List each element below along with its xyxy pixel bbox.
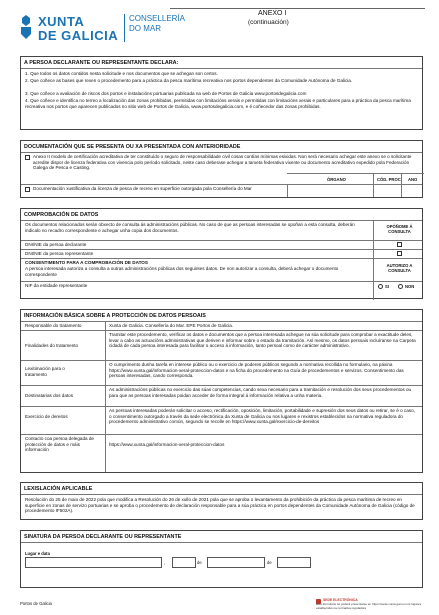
annex-title: ANEXO I xyxy=(258,10,287,17)
comprobacion-title-rule xyxy=(21,220,422,221)
consent-col-divider xyxy=(373,258,374,300)
comprobacion-section xyxy=(20,208,423,299)
de-label-2: de xyxy=(267,560,272,565)
sep-comma: , xyxy=(164,560,166,565)
doc-row-div-2 xyxy=(401,184,402,197)
footer-sede-text: Este formulario só poderá presentarse en https://sede.xunta.gal ou nos lugares establecidos na normativa reguladora xyxy=(316,602,422,610)
annex-subtitle: (continuación) xyxy=(248,19,289,26)
header-top-line xyxy=(170,8,425,9)
dept-divider xyxy=(124,14,125,42)
sinatura-title-rule xyxy=(21,542,422,543)
comp-row1-rule xyxy=(21,240,422,241)
prot-row-rule-2 xyxy=(21,360,422,361)
brand-line2: DE GALICIA xyxy=(38,28,119,43)
lugar-field[interactable] xyxy=(25,557,162,568)
month-field[interactable] xyxy=(207,557,265,568)
prot-text-5: https://www.xunta.gal/informacion-xeral-proteccion-datos xyxy=(109,442,225,447)
lexislacion-title: LEXISLACIÓN APLICABLE xyxy=(24,486,93,492)
prot-label-3: Destinatarias dos datos xyxy=(25,393,74,398)
prot-row-rule-1 xyxy=(21,330,422,331)
col-cod-proc: CÓD. PROC. xyxy=(377,177,402,182)
doc-row-div-1 xyxy=(373,184,374,197)
xunta-logo xyxy=(18,12,138,48)
prot-row-rule-0 xyxy=(21,321,422,322)
documentacion-title: DOCUMENTACIÓN QUE SE PRESENTA OU XA PRESENTADA CON ANTERIORIDADE xyxy=(24,144,241,150)
prot-label-5: Contacto coa persoa delegada de protección de datos e máis información xyxy=(25,436,94,453)
dni-declarante-label: DNI/NIE da persoa declarante xyxy=(25,242,87,247)
lexislacion-title-rule xyxy=(21,494,422,495)
anexo-ii-text: Anexo II modelo de certificación acreditativa de ter constituído o seguro de responsabilidade civil cosas contías mínimas esixidas. Non será necesario achegar este anexo se o solicitante acredite dispor de licenza federativa con vivencia polo período solicitado, neste caso deberase achegar a tarxeta federativa vixente ou documento acreditativo expedido pola Federación Galega de Pesca e Casting. xyxy=(33,154,412,171)
proteccion-section xyxy=(20,309,423,473)
year-field[interactable] xyxy=(277,557,311,568)
prot-label-4: Exercicio de dereitos xyxy=(25,414,68,419)
anexo-ii-checkbox[interactable] xyxy=(25,155,30,160)
footer-sede-block xyxy=(316,598,424,612)
doc-row-rule xyxy=(21,184,422,185)
prot-row-rule-5 xyxy=(21,434,422,435)
oppose-header: OPÓÑOME Á CONSULTA xyxy=(386,224,413,235)
comp-row4-rule xyxy=(21,281,422,282)
licenza-text: Documentación xustificativa da licenza de pesca de recreo en superficie outorgada pola Consellería do Mar xyxy=(33,186,252,191)
prot-text-2: O cumprimento dunha tarefa en interese público ou o exercicio de poderes públicos segundo a normativa recollida no formulario, na páxina https://www.xunta.gal/informacion-xeral-proteccion-datos e na ficha do procedemento na Guía de procedementos e servizos. Consentimento das persoas interesadas, cando corresponda. xyxy=(109,362,404,379)
consent-text: A persoa interesada autoriza a consulta a outras administracións públicas dos seguintes datos. De non autorizar a consulta, deberá achegar o documento correspondente xyxy=(25,266,339,277)
lugar-data-label: Lugar e data xyxy=(25,551,50,556)
prot-label-0: Responsable do tratamento xyxy=(25,323,82,328)
nif-non-label: NON xyxy=(405,284,415,289)
proteccion-label-col-divider xyxy=(105,321,106,472)
declara-item-2: 2. Que coñece as bases que rexen o procedemento para a práctica da pesca marítima recreativa nos portos dependentes da Comunidade Autónoma de Galicia. xyxy=(25,78,353,83)
declara-title: A PERSOA DECLARANTE OU REPRESENTANTE DECLARA: xyxy=(24,60,179,66)
sinatura-section xyxy=(20,530,423,588)
prot-text-1: Tramitar este procedemento, verificar os datos e documentos que a persoa interesada achegue na súa solicitude para comprobar a exactitude deles, levar a cabo as actuacións administrativas que deriven e informar sobre o estado da tramitación. Así mesmo, os datos persoais incluíranse na Carpeta cidadá de cada persoa interesada para facilitar o acceso á información, tanto persoal como de carácter administrativo. xyxy=(109,332,416,349)
prot-text-3: As administracións públicas no exercicio das súas competencias, cando sexa necesario para a tramitación e resolución dos seus procedementos ou para que as persoas interesadas poidan acceder de forma integral á información relativa a unha materia. xyxy=(109,387,412,398)
brand-line1: XUNTA xyxy=(38,14,85,29)
documentacion-section xyxy=(20,140,423,198)
prot-row-rule-3 xyxy=(21,385,422,386)
col-organo: ÓRGANO xyxy=(327,177,346,182)
nif-si-label: SI xyxy=(385,284,389,289)
prot-text-4: As persoas interesadas poderán solicitar o acceso, rectificación, oposición, limitación, portabilidade e supresión dos seus datos ou retirar, se é o caso, o consentimento outorgado a través da sede electrónica da Xunta de Galicia ou nos lugares e rexistros establecidos na normativa reguladora do procedemento administrativo común, segundo se recolle en https://www.xunta.gal/exercicio-de-dereitos xyxy=(109,408,415,425)
lexislacion-section xyxy=(20,482,423,520)
nif-si-radio[interactable] xyxy=(378,284,383,289)
comp-col-divider xyxy=(373,220,374,258)
comp-row2-rule xyxy=(21,249,422,250)
footer-left: Portos de Galicia xyxy=(20,601,52,606)
de-label-1: de xyxy=(197,560,202,565)
declara-title-rule xyxy=(21,68,422,69)
nif-entidade-label: NIF da entidade representante xyxy=(25,283,88,288)
proteccion-title: INFORMACIÓN BÁSICA SOBRE A PROTECCIÓN DE DATOS PERSOAIS xyxy=(24,313,206,319)
doc-row-div-0 xyxy=(287,184,288,197)
comprobacion-intro: Os documentos relacionados serán obxecto de consulta ás administracións públicas. No caso de que as persoas interesadas se opoñan a esta consulta, deberán indicalo no recadro correspondente e achegar unha copia dos documentos. xyxy=(25,222,355,233)
prot-row-rule-4 xyxy=(21,406,422,407)
sinatura-title: SINATURA DA PERSOA DECLARANTE OU REPRESENTANTE xyxy=(24,534,182,540)
declara-item-4: 4. Que coñece e identifica no terreo a localización das zonas prohibidas, permitidas con limitacións xerais e permitidas con limitacións xerais e particulares para a práctica da pesca marítima recreativa nos portos que aparecen publicados no sitio web de Portos de Galicia, www.portosdegalicia.com, e é coñecedor das zonas prohibidas. xyxy=(25,98,411,109)
dept-line1: CONSELLERÍA xyxy=(129,14,186,23)
comprobacion-title: COMPROBACIÓN DE DATOS xyxy=(24,212,99,218)
prot-label-2: Lexitimación para o tratamento xyxy=(25,366,65,377)
documentacion-title-rule xyxy=(21,152,422,153)
consent-title: CONSENTIMENTO PARA A COMPROBACIÓN DE DATOS xyxy=(25,260,148,265)
xunta-emblem-icon xyxy=(18,14,34,40)
footer-sede-brand: SEDE ELECTRÓNICA xyxy=(323,598,358,602)
declara-item-3: 3. Que coñece a avaliación de riscos dos portos e instalacións portuarias publicada na web de Portos de Galicia www.portosdegalicia.com xyxy=(25,91,307,96)
authorize-header: AUTORIZO A CONSULTA xyxy=(386,263,413,274)
prot-text-0: Xunta de Galicia. Consellería do Mar. EPE Portos de Galicia. xyxy=(109,323,234,328)
prot-label-1: Finalidades do tratamento xyxy=(25,343,79,348)
col-ano: ANO xyxy=(408,177,418,182)
dni-representante-oppose-checkbox[interactable] xyxy=(397,251,402,256)
comp-row3-rule xyxy=(21,258,422,259)
declara-item-1: 1. Que todos os datos contidos nesta solicitude e nos documentos que se achegan son certos. xyxy=(25,71,218,76)
declara-section xyxy=(20,56,423,130)
nif-non-radio[interactable] xyxy=(398,284,403,289)
dni-declarante-oppose-checkbox[interactable] xyxy=(397,242,402,247)
day-field[interactable] xyxy=(172,557,196,568)
dept-line2: DO MAR xyxy=(129,24,161,33)
lexislacion-text: Resolución do 25 de maio de 2022 pola que modifica a Resolución do 26 de xullo de 2021 pola que se aproba o levantamento da prohibición da práctica da pesca marítima de recreo en superficie en zonas de servizo portuarias e se aproba o procedemento de declaración responsable para a súa práctica en portos dependentes da Comunidade Autónoma de Galicia (código de procedemento IF502A). xyxy=(25,497,415,514)
dni-representante-label: DNI/NIE da persoa representante xyxy=(25,251,94,256)
licenza-checkbox[interactable] xyxy=(25,187,30,192)
